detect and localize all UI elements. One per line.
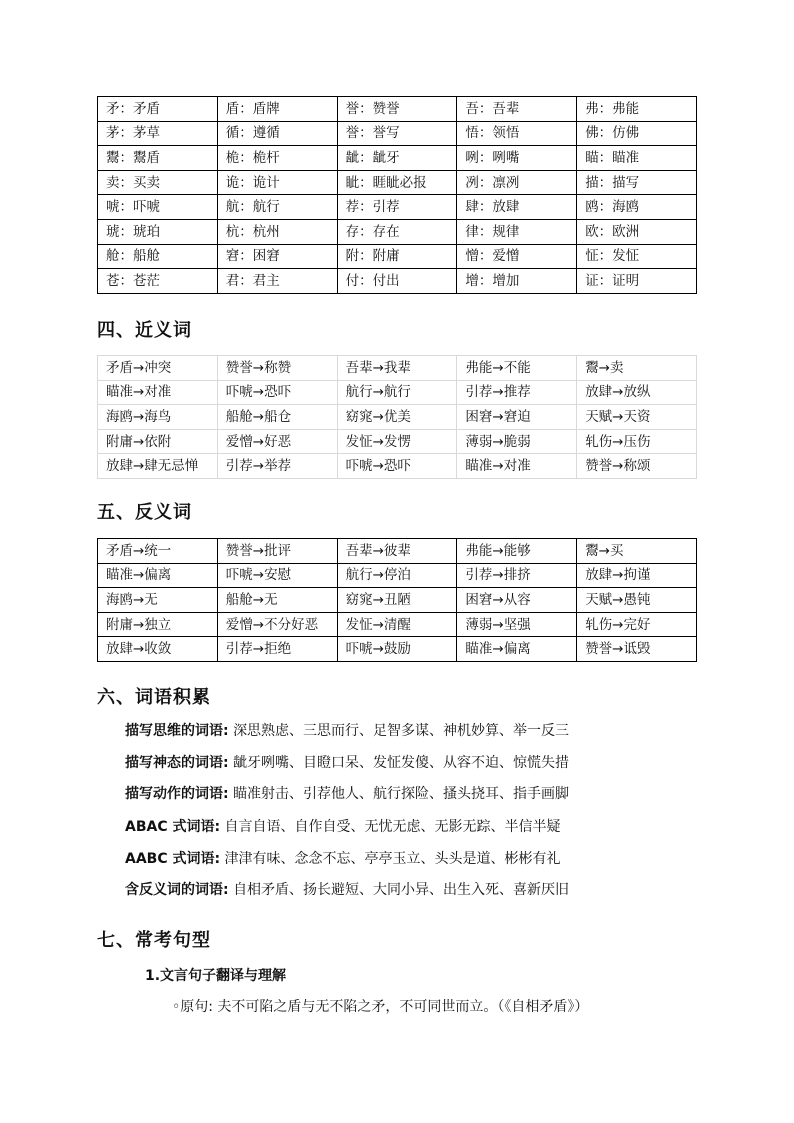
table-cell: 循：遵循 [217,121,337,146]
table-cell: 赞誉→称赞 [217,356,337,381]
table-cell: 增：增加 [457,269,577,294]
table-row [98,405,697,430]
table-cell: 放肆→收敛 [98,637,218,662]
table-cell: 悟：领悟 [457,121,577,146]
section-title-vocabulary: 六、词语积累 [97,687,211,708]
table-row [98,588,697,613]
table-cell: 薄弱→坚强 [457,612,577,637]
table-cell: 附：附庸 [337,244,457,269]
vocabulary-item [125,816,561,836]
table-cell: 卖：买卖 [98,170,218,195]
table-cell: 轧伤→压伤 [577,429,697,454]
table-cell: 困窘→窘迫 [457,405,577,430]
table-cell: 弗能→能够 [457,539,577,564]
table-cell: 弗能→不能 [457,356,577,381]
table-cell: 航行→航行 [337,380,457,405]
table-cell: 吓唬→恐吓 [337,454,457,479]
vocabulary-words: 瞄准射击、引荐他人、航行探险、搔头挠耳、指手画脚 [233,786,570,802]
antonyms-table [97,538,697,662]
table-row [98,612,697,637]
vocabulary-words: 深思熟虑、三思而行、足智多谋、神机妙算、举一反三 [233,723,570,739]
original-sentence: ◦原句: 夫不可陷之盾与无不陷之矛，不可同世而立。（《自相矛盾》） [172,999,589,1015]
table-cell: 舱：船舱 [98,244,218,269]
section-title-antonyms: 五、反义词 [97,502,192,523]
vocabulary-label: 描写神态的词语: [125,755,229,771]
table-cell: 鸥：海鸥 [577,195,697,220]
table-cell: 附庸→依附 [98,429,218,454]
table-cell: 海鸥→海鸟 [98,405,218,430]
sentence-subheading: 1.文言句子翻译与理解 [145,968,287,984]
table-cell: 弗：弗能 [577,97,697,122]
table-cell: 茅：茅草 [98,121,218,146]
table-cell: 矛盾→冲突 [98,356,218,381]
table-cell: 君：君主 [217,269,337,294]
table-cell: 吓唬→安慰 [217,563,337,588]
vocabulary-words: 龇牙咧嘴、目瞪口呆、发怔发傻、从容不迫、惊慌失措 [233,755,570,771]
table-cell: 付：付出 [337,269,457,294]
vocabulary-item [125,879,569,899]
table-cell: 鬻：鬻盾 [98,146,218,171]
vocabulary-words: 津津有味、念念不忘、亭亭玉立、头头是道、彬彬有礼 [224,851,561,867]
table-row [98,454,697,479]
table-cell: 佛：仿佛 [577,121,697,146]
table-row [98,563,697,588]
table-cell: 航行→停泊 [337,563,457,588]
table-cell: 赞誉→批评 [217,539,337,564]
table-cell: 轧伤→完好 [577,612,697,637]
table-cell: 引荐→推荐 [457,380,577,405]
table-cell: 冽：凛冽 [457,170,577,195]
table-cell: 瞄：瞄准 [577,146,697,171]
character-word-table [97,96,697,294]
table-cell: 龇：龇牙 [337,146,457,171]
table-cell: 眦：睚眦必报 [337,170,457,195]
table-cell: 吓唬→鼓励 [337,637,457,662]
table-cell: 誉：誉写 [337,121,457,146]
table-cell: 桅：桅杆 [217,146,337,171]
table-cell: 引荐→排挤 [457,563,577,588]
table-cell: 引荐→拒绝 [217,637,337,662]
table-cell: 天赋→天资 [577,405,697,430]
table-cell: 描：描写 [577,170,697,195]
table-cell: 附庸→独立 [98,612,218,637]
table-cell: 吾辈→彼辈 [337,539,457,564]
table-cell: 瞄准→对准 [457,454,577,479]
section-title-sentences: 七、常考句型 [97,930,211,951]
table-cell: 发怔→发愣 [337,429,457,454]
table-cell: 吓唬→恐吓 [217,380,337,405]
table-cell: 赞誉→称颂 [577,454,697,479]
table-cell: 爱憎→好恶 [217,429,337,454]
table-row [98,356,697,381]
table-cell: 怔：发怔 [577,244,697,269]
table-cell: 窈窕→丑陋 [337,588,457,613]
table-cell: 困窘→从容 [457,588,577,613]
table-cell: 天赋→愚钝 [577,588,697,613]
vocabulary-words: 自言自语、自作自受、无忧无虑、无影无踪、半信半疑 [224,819,561,835]
table-row [98,380,697,405]
table-cell: 存：存在 [337,219,457,244]
table-row [98,269,697,294]
table-cell: 诡：诡计 [217,170,337,195]
table-cell: 爱憎→不分好恶 [217,612,337,637]
table-row [98,637,697,662]
table-cell: 吾辈→我辈 [337,356,457,381]
table-cell: 鬻→买 [577,539,697,564]
table-cell: 航：航行 [217,195,337,220]
table-cell: 瞄准→偏离 [457,637,577,662]
table-cell: 窘：困窘 [217,244,337,269]
table-row [98,244,697,269]
vocabulary-label: ABAC 式词语: [125,819,221,835]
table-cell: 吾：吾辈 [457,97,577,122]
table-cell: 放肆→肆无忌惮 [98,454,218,479]
vocabulary-label: AABC 式词语: [125,851,221,867]
table-row [98,121,697,146]
table-cell: 咧：咧嘴 [457,146,577,171]
table-cell: 发怔→清醒 [337,612,457,637]
table-cell: 海鸥→无 [98,588,218,613]
vocabulary-words: 自相矛盾、扬长避短、大同小异、出生入死、喜新厌旧 [233,882,570,898]
section-title-synonyms: 四、近义词 [97,320,192,341]
vocabulary-item [125,783,569,803]
table-row [98,146,697,171]
table-cell: 船舱→无 [217,588,337,613]
vocabulary-label: 描写思维的词语: [125,723,229,739]
table-cell: 荐：引荐 [337,195,457,220]
vocabulary-item [125,720,569,740]
vocabulary-label: 描写动作的词语: [125,786,229,802]
table-row [98,97,697,122]
table-cell: 律：规律 [457,219,577,244]
vocabulary-item [125,848,561,868]
vocabulary-item [125,752,569,772]
table-row [98,195,697,220]
table-cell: 赞誉→诋毁 [577,637,697,662]
table-cell: 誉：赞誉 [337,97,457,122]
table-cell: 放肆→放纵 [577,380,697,405]
table-cell: 憎：爱憎 [457,244,577,269]
table-row [98,219,697,244]
table-cell: 薄弱→脆弱 [457,429,577,454]
table-cell: 矛：矛盾 [98,97,218,122]
table-cell: 船舱→船仓 [217,405,337,430]
table-cell: 矛盾→统一 [98,539,218,564]
table-cell: 放肆→拘谨 [577,563,697,588]
table-cell: 苍：苍茫 [98,269,218,294]
table-cell: 窈窕→优美 [337,405,457,430]
vocabulary-label: 含反义词的词语: [125,882,229,898]
table-cell: 欧：欧洲 [577,219,697,244]
table-cell: 鬻→卖 [577,356,697,381]
table-cell: 瞄准→偏离 [98,563,218,588]
table-row [98,539,697,564]
table-cell: 盾：盾牌 [217,97,337,122]
table-row [98,429,697,454]
table-row [98,170,697,195]
table-cell: 瞄准→对准 [98,380,218,405]
table-cell: 杭：杭州 [217,219,337,244]
table-cell: 琥：琥珀 [98,219,218,244]
table-cell: 唬：吓唬 [98,195,218,220]
synonyms-table [97,355,697,479]
table-cell: 引荐→举荐 [217,454,337,479]
table-cell: 肆：放肆 [457,195,577,220]
table-cell: 证：证明 [577,269,697,294]
